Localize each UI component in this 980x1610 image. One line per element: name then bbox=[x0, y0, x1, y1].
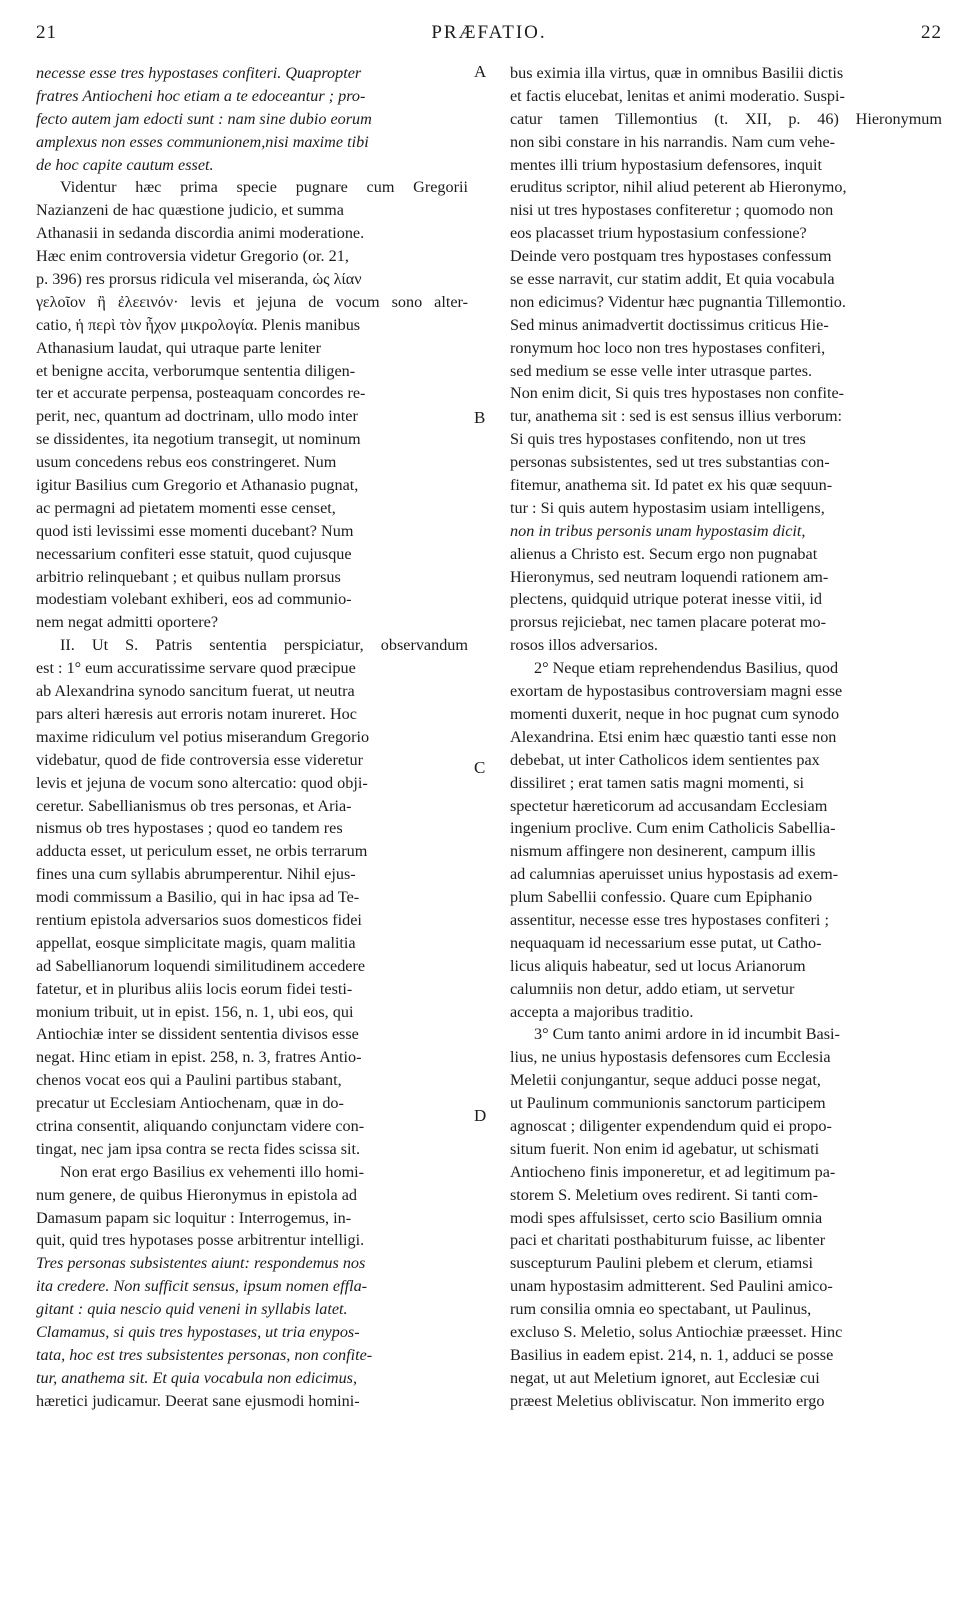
text-line: modi spes affulsisset, certo scio Basilium omnia bbox=[510, 1208, 823, 1227]
text-line: se dissidentes, ita negotium transegit, ut nominum bbox=[36, 430, 361, 449]
right-column bbox=[510, 62, 942, 1413]
text-line: nismum affingere non desinerent, campum illis bbox=[510, 842, 816, 861]
text-line: catur tamen Tillemontius (t. XII, p. 46) Hieronymum bbox=[510, 109, 942, 128]
text-line: eruditus scriptor, nihil aliud peterent ab Hieronymo, bbox=[510, 178, 847, 197]
text-line: Antiocheno finis imponeretur, et ad legitimum pa- bbox=[510, 1162, 836, 1181]
text-line: nem negat admitti oportere? bbox=[36, 613, 219, 632]
text-line: Alexandrina. Etsi enim hæc quæstio tanti esse non bbox=[510, 727, 837, 746]
text-line: Hieronymus, sed neutram loquendi rationem am- bbox=[510, 567, 829, 586]
text-line: Clamamus, si quis tres hypostases, ut tria enypos- bbox=[36, 1322, 360, 1341]
text-line: hæretici judicamur. Deerat sane ejusmodi homini- bbox=[36, 1391, 360, 1410]
text-line: tata, hoc est tres subsistentes personas, non confite- bbox=[36, 1345, 373, 1364]
text-line: precatur ut Ecclesiam Antiochenam, quæ in do- bbox=[36, 1094, 344, 1113]
text-line: de hoc capite cautum esset. bbox=[36, 155, 214, 174]
text-line: Nazianzeni de hac quæstione judicio, et summa bbox=[36, 201, 344, 220]
text-line: necesse esse tres hypostases confiteri. Quapropter bbox=[36, 64, 362, 82]
text-line: non sibi constare in his narrandis. Nam cum vehe- bbox=[510, 132, 836, 151]
text-line: tur, anathema sit : sed is est sensus illius verborum: bbox=[510, 407, 843, 426]
text-line: suscepturum Paulini plebem et clerum, etiamsi bbox=[510, 1254, 813, 1273]
text-line: fratres Antiocheni hoc etiam a te edoceantur ; pro- bbox=[36, 86, 366, 105]
text-line: ut Paulinum communionis sanctorum participem bbox=[510, 1094, 826, 1113]
text-line: Athanasium laudat, qui utraque parte leniter bbox=[36, 338, 321, 357]
text-line: II. Ut S. Patris sententia perspiciatur, observandum bbox=[60, 636, 468, 655]
text-line: perit, nec, quantum ad doctrinam, ullo modo inter bbox=[36, 407, 358, 426]
text-line: non in tribus personis unam hypostasim dicit, bbox=[510, 521, 806, 540]
text-line: usum concedens rebus eos constringeret. Num bbox=[36, 453, 337, 472]
text-line: arbitrio relinquebant ; et quibus nullam prorsus bbox=[36, 567, 341, 586]
text-line: nismus ob tres hypostases ; quod eo tandem res bbox=[36, 819, 343, 838]
text-line: ad calumnias aperuisset unius hypostasis ad exem- bbox=[510, 865, 839, 884]
text-line: storem S. Meletium oves redirent. Si tanti com- bbox=[510, 1185, 818, 1204]
margin-marker-c: C bbox=[474, 758, 486, 777]
text-line: Hæc enim controversia videtur Gregorio (or. 21, bbox=[36, 247, 349, 266]
text-line: rosos illos adversarios. bbox=[510, 636, 658, 655]
text-line: paci et charitati posthabiturum fuisse, ac libenter bbox=[510, 1231, 826, 1250]
text-line: modestiam volebant exhiberi, eos ad communio- bbox=[36, 590, 352, 609]
text-line: igitur Basilius cum Gregorio et Athanasio pugnat, bbox=[36, 476, 359, 495]
text-line: non edicimus? Videntur hæc pugnantia Tillemontio. bbox=[510, 292, 846, 311]
text-line: licus aliquis habeatur, sed ut locus Arianorum bbox=[510, 956, 806, 975]
margin-marker-a: A bbox=[474, 62, 487, 81]
text-line: Antiochiæ inter se dissident sententia divisos esse bbox=[36, 1025, 359, 1044]
left-column bbox=[36, 62, 468, 1413]
text-line: 3° Cum tanto animi ardore in id incumbit Basi- bbox=[534, 1025, 840, 1044]
text-line: amplexus non esses communionem,nisi maxime tibi bbox=[36, 132, 369, 151]
text-line: 2° Neque etiam reprehendendus Basilius, quod bbox=[534, 659, 839, 678]
text-line: est : 1° eum accuratissime servare quod præcipue bbox=[36, 659, 356, 678]
text-line: se esse narravit, cur statim addit, Et quia vocabula bbox=[510, 270, 835, 289]
text-line: Sed minus animadvertit doctissimus criticus Hie- bbox=[510, 315, 829, 334]
text-line: ingenium proclive. Cum enim Catholicis Sabellia- bbox=[510, 819, 836, 838]
text-line: et factis elucebat, lenitas et animi moderatio. Suspi- bbox=[510, 86, 845, 105]
text-line: ter et accurate perpensa, posteaquam concordes re- bbox=[36, 384, 366, 403]
text-line: unam hypostasim admitterent. Sed Paulini amico- bbox=[510, 1277, 833, 1296]
text-line: fitemur, anathema sit. Id patet ex his quæ sequun- bbox=[510, 476, 833, 495]
text-line: rentium epistola adversarios suos domesticos fidei bbox=[36, 910, 362, 929]
text-line: lius, ne unius hypostasis defensores cum Ecclesia bbox=[510, 1048, 831, 1067]
text-line: ita credere. Non sufficit sensus, ipsum nomen effla- bbox=[36, 1277, 368, 1296]
text-line: quod isti levissimi esse momenti ducebant? Num bbox=[36, 521, 354, 540]
text-line: dissiliret ; erat tamen satis magni momenti, si bbox=[510, 773, 805, 792]
text-line: personas subsistentes, sed ut tres substantias con- bbox=[510, 453, 830, 472]
text-line: gitant : quia nescio quid veneni in syllabis latet. bbox=[36, 1300, 348, 1319]
text-line: alienus a Christo est. Secum ergo non pugnabat bbox=[510, 544, 818, 563]
text-line: appellat, eosque simplicitate magis, quam malitia bbox=[36, 933, 356, 952]
margin-marker-d: D bbox=[474, 1106, 487, 1125]
text-line: negat, ut aut Meletium ignoret, aut Ecclesiæ cui bbox=[510, 1368, 820, 1387]
text-line: videbatur, quod de fide controversia esse videretur bbox=[36, 750, 364, 769]
text-line: debebat, ut inter Catholicos idem sentientes pax bbox=[510, 750, 820, 769]
text-line: et benigne accita, verborumque sententia diligen- bbox=[36, 361, 356, 380]
text-line: ctrina consentit, aliquando conjunctam videre con- bbox=[36, 1116, 365, 1135]
text-line: præest Meletius obliviscatur. Non immerito ergo bbox=[510, 1391, 825, 1410]
text-line: momenti duxerit, neque in hoc pugnat cum synodo bbox=[510, 704, 840, 723]
text-line: chenos vocat eos qui a Paulini partibus stabant, bbox=[36, 1071, 342, 1090]
text-line: levis et jejuna de vocum sono altercatio: quod obji- bbox=[36, 773, 368, 792]
text-line: necessarium confiteri esse statuit, quod cujusque bbox=[36, 544, 352, 563]
text-line: ab Alexandrina synodo sancitum fuerat, ut neutra bbox=[36, 682, 355, 701]
text-line: num genere, de quibus Hieronymus in epistola ad bbox=[36, 1185, 357, 1204]
text-line: p. 396) res prorsus ridicula vel miseranda, ὡς λίαν bbox=[36, 270, 362, 289]
text-line: nisi ut tres hypostases confiteretur ; quomodo non bbox=[510, 201, 834, 220]
text-line: ad Sabellianorum loquendi similitudinem accedere bbox=[36, 956, 366, 975]
text-line: Deinde vero postquam tres hypostases confessum bbox=[510, 247, 832, 266]
text-line: tingat, nec jam ipsa contra se recta fides scissa sit. bbox=[36, 1139, 361, 1158]
text-line: accepta a majoribus traditio. bbox=[510, 1002, 694, 1021]
text-line: nequaquam id necessarium esse putat, ut Catho- bbox=[510, 933, 822, 952]
text-line: Non erat ergo Basilius ex vehementi illo homi- bbox=[60, 1162, 365, 1181]
text-line: agnoscat ; diligenter expendendum quid ei propo- bbox=[510, 1116, 832, 1135]
text-line: quit, quid tres hypotases posse arbitrentur intelligi. bbox=[36, 1231, 365, 1250]
margin-marker-b: B bbox=[474, 408, 486, 427]
text-line: prorsus rejiciebat, nec tamen placare poterat mo- bbox=[510, 613, 826, 632]
text-line: Basilius in eadem epist. 214, n. 1, adduci se posse bbox=[510, 1345, 834, 1364]
text-line: tur : Si quis autem hypostasim usiam intelligens, bbox=[510, 498, 825, 517]
text-line: rum consilia omnia eo spectabant, ut Paulinus, bbox=[510, 1300, 812, 1319]
text-line: Tres personas subsistentes aiunt: respondemus nos bbox=[36, 1254, 366, 1273]
text-line: catio, ἡ περὶ τὸν ἦχον μικρολογία. Plenis manibus bbox=[36, 315, 361, 334]
text-line: Meletii conjungantur, seque adduci posse negat, bbox=[510, 1071, 821, 1090]
text-line: negat. Hinc etiam in epist. 258, n. 3, fratres Antio- bbox=[36, 1048, 362, 1067]
text-line: excluso S. Meletio, solus Antiochiæ præesset. Hinc bbox=[510, 1322, 843, 1341]
page-number-right: 22 bbox=[921, 22, 942, 43]
text-line: calumniis non detur, addo etiam, ut servetur bbox=[510, 979, 795, 998]
text-line: ac permagni ad pietatem momenti esse censet, bbox=[36, 498, 336, 517]
text-line: adducta esset, ut periculum esset, ne orbis terrarum bbox=[36, 842, 368, 861]
text-line: Videntur hæc prima specie pugnare cum Gregorii bbox=[60, 178, 468, 197]
text-line: tur, anathema sit. Et quia vocabula non edicimus, bbox=[36, 1368, 358, 1387]
text-line: assentitur, necesse esse tres hypostases confiteri ; bbox=[510, 910, 829, 929]
text-line: Si quis tres hypostases confitendo, non ut tres bbox=[510, 430, 806, 449]
text-line: maxime ridiculum vel potius miserandum Gregorio bbox=[36, 727, 370, 746]
text-line: Non enim dicit, Si quis tres hypostases non confite- bbox=[510, 384, 845, 403]
page-header bbox=[36, 22, 942, 52]
text-line: pars alteri hæresis aut erroris notam inureret. Hoc bbox=[36, 704, 357, 723]
text-line: sed medium se esse velle inter utrasque partes. bbox=[510, 361, 813, 380]
text-line: mentes illi trium hypostasium defensores, inquit bbox=[510, 155, 823, 174]
text-line: plectens, quidquid utrique poterat inesse vitii, id bbox=[510, 590, 822, 609]
text-line: modi commissum a Basilio, qui in hac ipsa ad Te- bbox=[36, 888, 360, 907]
text-line: ceretur. Sabellianismus ob tres personas, et Aria- bbox=[36, 796, 352, 815]
text-line: γελοῖον ἢ ἐλεεινόν· levis et jejuna de vocum sono alter- bbox=[36, 292, 468, 311]
text-line: Damasum papam sic loquitur : Interrogemus, in- bbox=[36, 1208, 352, 1227]
text-line: bus eximia illa virtus, quæ in omnibus Basilii dictis bbox=[510, 64, 844, 82]
text-line: plum Sabellii confessio. Quare cum Epiphanio bbox=[510, 888, 813, 907]
text-line: exortam de hypostasibus controversiam magni esse bbox=[510, 682, 843, 701]
running-title: PRÆFATIO. bbox=[431, 22, 547, 43]
text-line: fines una cum syllabis abrumperentur. Nihil ejus- bbox=[36, 865, 356, 884]
text-line: fecto autem jam edocti sunt : nam sine dubio eorum bbox=[36, 109, 372, 128]
page-number-left: 21 bbox=[36, 22, 57, 43]
text-line: situm fuerit. Non enim id agebatur, ut schismati bbox=[510, 1139, 820, 1158]
text-line: Athanasii in sedanda discordia animi moderatione. bbox=[36, 224, 365, 243]
text-line: spectetur hæreticorum ad accusandam Ecclesiam bbox=[510, 796, 828, 815]
text-line: ronymum hoc loco non tres hypostases confiteri, bbox=[510, 338, 826, 357]
text-line: fatetur, et in pluribus aliis locis eorum fidei testi- bbox=[36, 979, 353, 998]
text-line: eos placasset trium hypostasium confessione? bbox=[510, 224, 807, 243]
text-line: monium tribuit, ut in epist. 156, n. 1, ubi eos, qui bbox=[36, 1002, 354, 1021]
